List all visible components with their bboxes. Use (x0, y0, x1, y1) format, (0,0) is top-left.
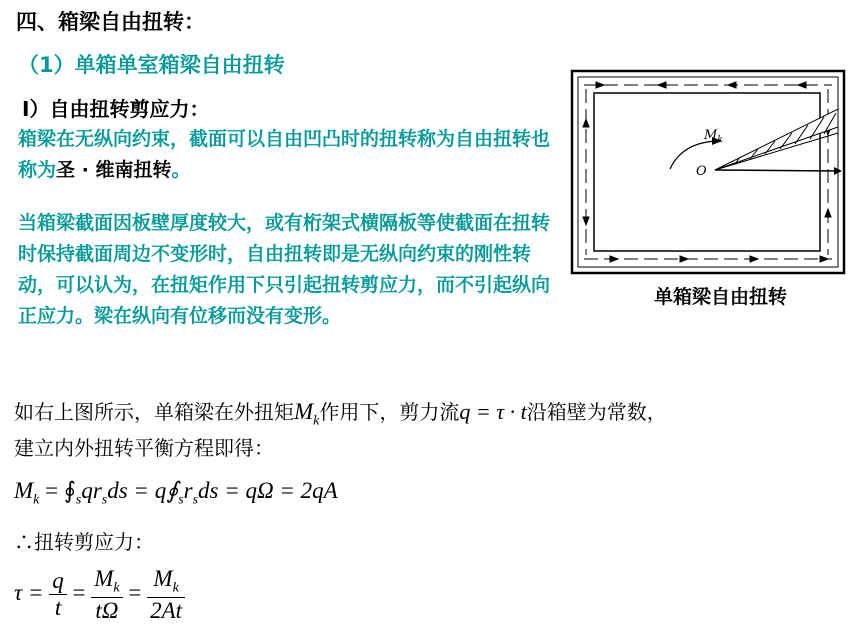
box-girder-figure (570, 67, 848, 277)
saint-venant-term: 圣 · 维南扭转 (56, 159, 172, 181)
fraction-mk-over-2at: $\frac{M_k}{2At}$ (147, 566, 185, 624)
fraction-q-over-t: $\frac{q}{t}$ (49, 568, 67, 621)
section-heading: 四、箱梁自由扭转： (16, 10, 205, 34)
equilibrium-equation: $M_k$ = $∮_sqr_sds$ = $q∮_sr_sds = q\Omega = 2qA$ (14, 478, 338, 508)
moment-arc (670, 141, 716, 169)
outer-wall (572, 71, 844, 273)
moment-wedge (715, 109, 842, 175)
moment-label: $M_k$ (704, 128, 723, 145)
therefore-line: ∴扭转剪应力： (14, 530, 154, 554)
fraction-mk-over-tomega: $\frac{M_k}{t\Omega}$ (91, 566, 122, 624)
body-line-2: 建立内外扭转平衡方程即得： (14, 436, 274, 460)
shear-stress-equation: τ = $\frac{q}{t}$ = $\frac{M_k}{t\Omega}$ = $\frac{M_k}{2At}$ (14, 566, 185, 624)
topic-heading: Ⅰ）自由扭转剪应力： (22, 97, 210, 121)
body-line-1: 如右上图所示，单箱梁在外扭矩$M_k$作用下，剪力流q = τ · t沿箱壁为常数， (14, 399, 667, 429)
wall-outer-edge (578, 77, 838, 267)
figure-caption: 单箱梁自由扭转 (654, 286, 788, 308)
shear-flow-formula: q = τ · t (459, 399, 527, 424)
subsection-heading: （1）单箱单室箱梁自由扭转 (18, 53, 285, 77)
origin-label: O (696, 164, 707, 179)
explanation-paragraph: 当箱梁截面因板壁厚度较大，或有桁架式横隔板等使截面在扭转时保持截面周边不变形时，自由扭转即是无纵向约束的刚性转动，可以认为，在扭矩作用下只引起扭转剪应力，而不引起纵向正应力。梁在纵向有位移而没有变形。 (18, 212, 551, 327)
definition-paragraph: 箱梁在无纵向约束，截面可以自由凹凸时的扭转称为自由扭转也称为圣 · 维南扭转。 (18, 128, 551, 181)
shear-flow-arrows (583, 82, 832, 262)
wall-inner-edge (594, 93, 820, 251)
